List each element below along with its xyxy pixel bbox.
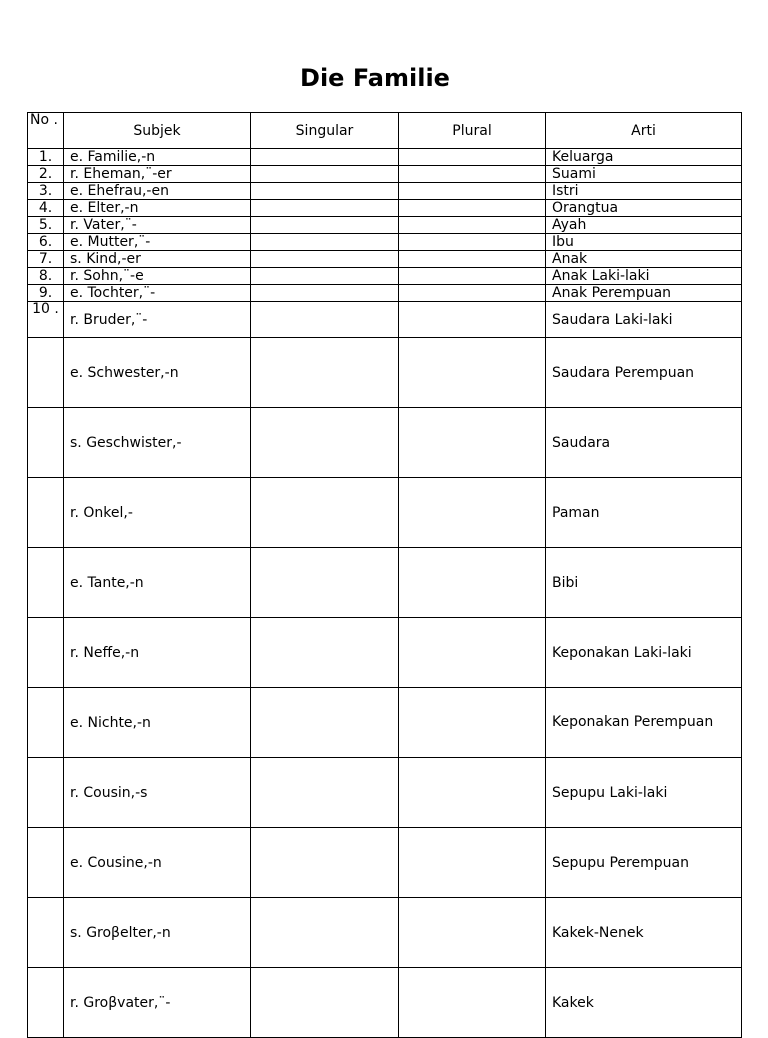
table-row <box>28 688 742 758</box>
arti-cell: Istri <box>546 183 742 200</box>
arti-cell: Kakek-Nenek <box>546 898 742 968</box>
table-row <box>28 149 742 166</box>
family-vocabulary-table <box>27 112 742 1038</box>
row-number: 6. <box>28 234 64 251</box>
plural-cell[interactable] <box>399 758 546 828</box>
header-subjek: Subjek <box>64 113 251 149</box>
row-number: 8. <box>28 268 64 285</box>
row-number <box>28 968 64 1038</box>
arti-cell: Keponakan Laki-laki <box>546 618 742 688</box>
subjek-cell: e. Nichte,-n <box>64 688 251 758</box>
arti-cell: Ayah <box>546 217 742 234</box>
subjek-cell: r. Sohn,¨-e <box>64 268 251 285</box>
subjek-cell: e. Tochter,¨- <box>64 285 251 302</box>
table-row <box>28 338 742 408</box>
subjek-cell: e. Schwester,-n <box>64 338 251 408</box>
arti-cell: Bibi <box>546 548 742 618</box>
arti-cell: Anak Perempuan <box>546 285 742 302</box>
table-row <box>28 478 742 548</box>
row-number: 7. <box>28 251 64 268</box>
subjek-cell: r. Vater,¨- <box>64 217 251 234</box>
arti-cell: Orangtua <box>546 200 742 217</box>
header-plural: Plural <box>399 113 546 149</box>
plural-cell[interactable] <box>399 828 546 898</box>
table-row <box>28 968 742 1038</box>
arti-cell: Anak <box>546 251 742 268</box>
row-number <box>28 548 64 618</box>
arti-cell: Ibu <box>546 234 742 251</box>
singular-cell[interactable] <box>251 338 399 408</box>
subjek-cell: r. Cousin,-s <box>64 758 251 828</box>
subjek-cell: e. Ehefrau,-en <box>64 183 251 200</box>
row-number: 4. <box>28 200 64 217</box>
subjek-cell: e. Tante,-n <box>64 548 251 618</box>
singular-cell[interactable] <box>251 217 399 234</box>
subjek-cell: s. Groβelter,-n <box>64 898 251 968</box>
singular-cell[interactable] <box>251 200 399 217</box>
subjek-cell: s. Geschwister,- <box>64 408 251 478</box>
table-row <box>28 618 742 688</box>
subjek-cell: r. Bruder,¨- <box>64 302 251 338</box>
table-header-row <box>28 113 742 149</box>
header-singular: Singular <box>251 113 399 149</box>
plural-cell[interactable] <box>399 968 546 1038</box>
row-number <box>28 338 64 408</box>
arti-cell: Sepupu Laki-laki <box>546 758 742 828</box>
subjek-cell: r. Onkel,- <box>64 478 251 548</box>
singular-cell[interactable] <box>251 478 399 548</box>
plural-cell[interactable] <box>399 149 546 166</box>
header-no: No . <box>28 113 64 149</box>
singular-cell[interactable] <box>251 234 399 251</box>
plural-cell[interactable] <box>399 183 546 200</box>
plural-cell[interactable] <box>399 251 546 268</box>
row-number: 2. <box>28 166 64 183</box>
singular-cell[interactable] <box>251 898 399 968</box>
plural-cell[interactable] <box>399 688 546 758</box>
table-row <box>28 234 742 251</box>
plural-cell[interactable] <box>399 898 546 968</box>
singular-cell[interactable] <box>251 968 399 1038</box>
singular-cell[interactable] <box>251 149 399 166</box>
arti-cell: Saudara Perempuan <box>546 338 742 408</box>
singular-cell[interactable] <box>251 285 399 302</box>
arti-cell: Anak Laki-laki <box>546 268 742 285</box>
table-row <box>28 251 742 268</box>
subjek-cell: r. Groβvater,¨- <box>64 968 251 1038</box>
plural-cell[interactable] <box>399 338 546 408</box>
arti-cell: Kakek <box>546 968 742 1038</box>
table-row <box>28 828 742 898</box>
subjek-cell: s. Kind,-er <box>64 251 251 268</box>
row-number: 1. <box>28 149 64 166</box>
row-number <box>28 758 64 828</box>
singular-cell[interactable] <box>251 166 399 183</box>
subjek-cell: r. Neffe,-n <box>64 618 251 688</box>
row-number <box>28 478 64 548</box>
plural-cell[interactable] <box>399 285 546 302</box>
arti-cell: Saudara Laki-laki <box>546 302 742 338</box>
table-row <box>28 285 742 302</box>
row-number <box>28 618 64 688</box>
subjek-cell: e. Cousine,-n <box>64 828 251 898</box>
table-row <box>28 758 742 828</box>
row-number <box>28 828 64 898</box>
header-arti: Arti <box>546 113 742 149</box>
subjek-cell: e. Elter,-n <box>64 200 251 217</box>
singular-cell[interactable] <box>251 268 399 285</box>
subjek-cell: e. Mutter,¨- <box>64 234 251 251</box>
singular-cell[interactable] <box>251 618 399 688</box>
row-number: 3. <box>28 183 64 200</box>
table-row <box>28 183 742 200</box>
table-row <box>28 166 742 183</box>
row-number <box>28 688 64 758</box>
singular-cell[interactable] <box>251 548 399 618</box>
singular-cell[interactable] <box>251 828 399 898</box>
table-row <box>28 548 742 618</box>
plural-cell[interactable] <box>399 234 546 251</box>
row-number <box>28 898 64 968</box>
row-number: 5. <box>28 217 64 234</box>
plural-cell[interactable] <box>399 166 546 183</box>
subjek-cell: e. Familie,-n <box>64 149 251 166</box>
table-row <box>28 898 742 968</box>
row-number: 10 . <box>28 302 64 338</box>
plural-cell[interactable] <box>399 302 546 338</box>
table-row <box>28 268 742 285</box>
arti-cell: Paman <box>546 478 742 548</box>
subjek-cell: r. Eheman,¨-er <box>64 166 251 183</box>
singular-cell[interactable] <box>251 183 399 200</box>
table-row <box>28 302 742 338</box>
plural-cell[interactable] <box>399 618 546 688</box>
row-number: 9. <box>28 285 64 302</box>
plural-cell[interactable] <box>399 268 546 285</box>
plural-cell[interactable] <box>399 478 546 548</box>
arti-cell: Suami <box>546 166 742 183</box>
page-title: Die Familie <box>300 64 450 92</box>
plural-cell[interactable] <box>399 408 546 478</box>
table-row <box>28 408 742 478</box>
singular-cell[interactable] <box>251 758 399 828</box>
arti-cell: Sepupu Perempuan <box>546 828 742 898</box>
plural-cell[interactable] <box>399 200 546 217</box>
arti-cell: Keponakan Perempuan <box>546 688 742 758</box>
singular-cell[interactable] <box>251 302 399 338</box>
table-row <box>28 217 742 234</box>
plural-cell[interactable] <box>399 548 546 618</box>
singular-cell[interactable] <box>251 688 399 758</box>
singular-cell[interactable] <box>251 408 399 478</box>
table-row <box>28 200 742 217</box>
row-number <box>28 408 64 478</box>
arti-cell: Saudara <box>546 408 742 478</box>
arti-cell: Keluarga <box>546 149 742 166</box>
plural-cell[interactable] <box>399 217 546 234</box>
singular-cell[interactable] <box>251 251 399 268</box>
